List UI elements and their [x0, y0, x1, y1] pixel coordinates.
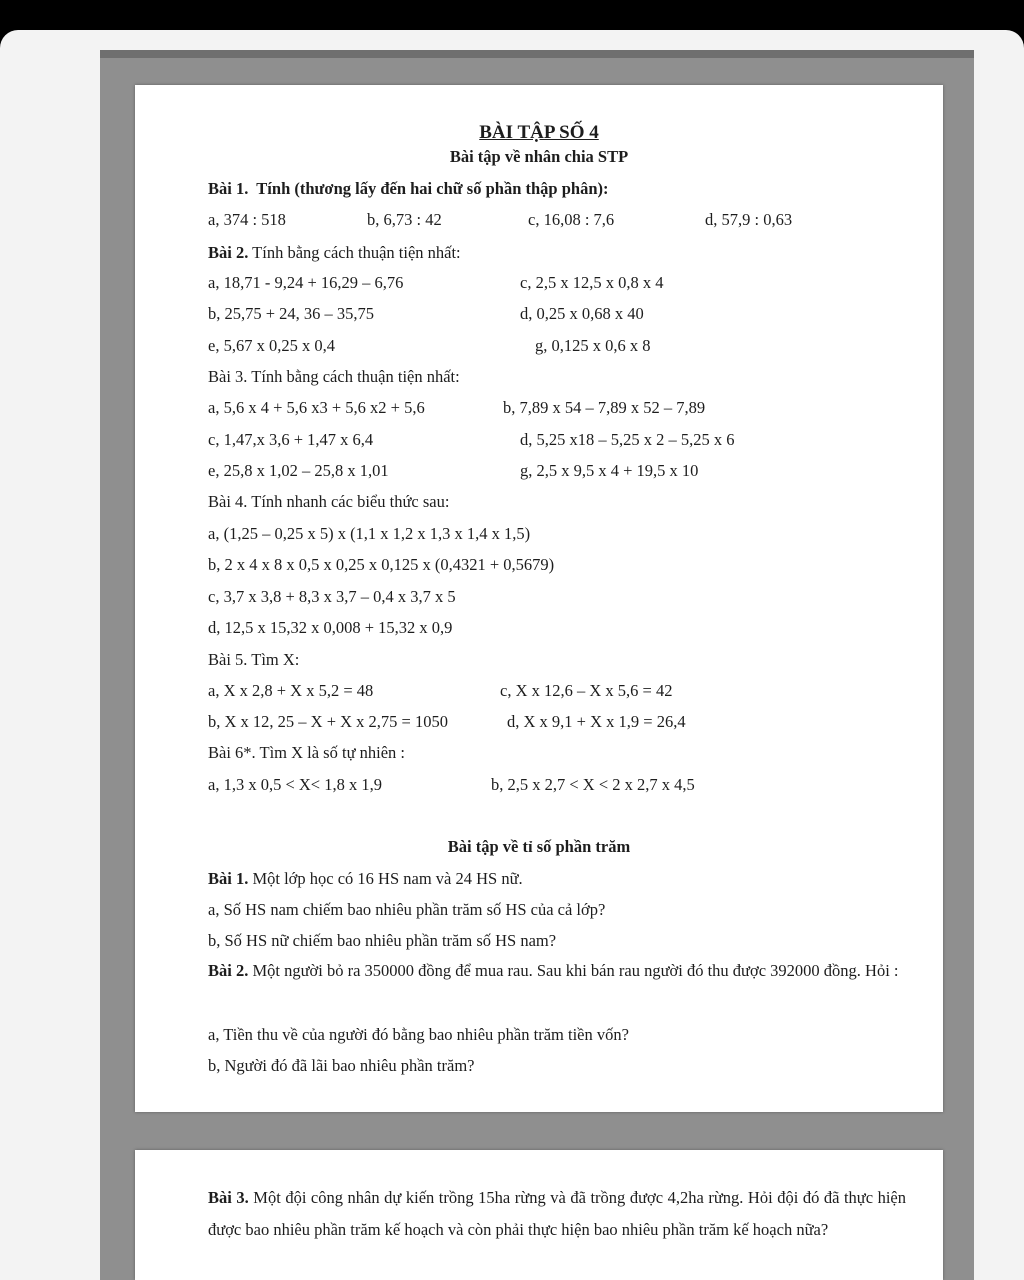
- page-title: BÀI TẬP SỐ 4: [479, 122, 599, 143]
- p1-item-b: b, Số HS nữ chiếm bao nhiêu phần trăm số HS nam?: [208, 931, 557, 950]
- p3-label: Bài 3.: [208, 1188, 249, 1207]
- p2-item-a: a, Tiền thu về của người đó bằng bao nhiêu phần trăm tiền vốn?: [208, 1025, 629, 1044]
- bai3-item-d: d, 5,25 x18 – 5,25 x 2 – 5,25 x 6: [520, 430, 735, 449]
- section2-title: Bài tập về tỉ số phần trăm: [447, 837, 631, 856]
- bai2-item-a: a, 18,71 - 9,24 + 16,29 – 6,76: [208, 273, 404, 292]
- document-page-1: [135, 85, 943, 1112]
- bai2-item-c: c, 2,5 x 12,5 x 0,8 x 4: [520, 273, 664, 292]
- p2-label: Bài 2.: [208, 961, 249, 980]
- p2-text: Một người bỏ ra 350000 đồng để mua rau. Sau khi bán rau người đó thu được 392000 đồng. Hỏi :: [248, 961, 899, 980]
- bai4-item-a: a, (1,25 – 0,25 x 5) x (1,1 x 1,2 x 1,3 x 1,4 x 1,5): [208, 524, 531, 543]
- p3-paragraph: [208, 1182, 906, 1246]
- bai6-item-a: a, 1,3 x 0,5 < X< 1,8 x 1,9: [208, 775, 382, 794]
- bai2-item-e: e, 5,67 x 0,25 x 0,4: [208, 336, 335, 355]
- bai5-item-d: d, X x 9,1 + X x 1,9 = 26,4: [507, 712, 686, 731]
- p2-item-b: b, Người đó đã lãi bao nhiêu phần trăm?: [208, 1056, 475, 1075]
- bai3-item-c: c, 1,47,x 3,6 + 1,47 x 6,4: [208, 430, 374, 449]
- page-subtitle: Bài tập về nhân chia STP: [449, 147, 629, 166]
- bai2-item-d: d, 0,25 x 0,68 x 40: [520, 304, 644, 323]
- bai4-item-c: c, 3,7 x 3,8 + 8,3 x 3,7 – 0,4 x 3,7 x 5: [208, 587, 456, 606]
- bai6-heading: Bài 6*. Tìm X là số tự nhiên :: [208, 743, 406, 762]
- viewer-top-edge: [100, 50, 974, 58]
- p2-paragraph: [208, 955, 908, 987]
- p3-text: Một đội công nhân dự kiến trồng 15ha rừng và đã trồng được 4,2ha rừng. Hỏi đội đó đã thực hiện được bao nhiêu phần trăm kế hoạch và còn phải thực hiện bao nhiêu phần trăm kế hoạch nữa?: [208, 1188, 906, 1239]
- bai2-item-b: b, 25,75 + 24, 36 – 35,75: [208, 304, 375, 323]
- bai3-item-g: g, 2,5 x 9,5 x 4 + 19,5 x 10: [520, 461, 699, 480]
- bai3-item-e: e, 25,8 x 1,02 – 25,8 x 1,01: [208, 461, 389, 480]
- bai3-item-a: a, 5,6 x 4 + 5,6 x3 + 5,6 x2 + 5,6: [208, 398, 425, 417]
- bai5-item-a: a, X x 2,8 + X x 5,2 = 48: [208, 681, 374, 700]
- bai5-heading: Bài 5. Tìm X:: [208, 650, 300, 669]
- bai1-heading: [208, 179, 609, 199]
- p1-item-a: a, Số HS nam chiếm bao nhiêu phần trăm số HS của cả lớp?: [208, 900, 606, 919]
- bai3-item-b: b, 7,89 x 54 – 7,89 x 52 – 7,89: [503, 398, 706, 417]
- bai4-item-d: d, 12,5 x 15,32 x 0,008 + 15,32 x 0,9: [208, 618, 453, 637]
- p1-heading: [208, 869, 523, 889]
- bai2-heading: [208, 243, 461, 263]
- bai5-item-c: c, X x 12,6 – X x 5,6 = 42: [500, 681, 673, 700]
- bai4-item-b: b, 2 x 4 x 8 x 0,5 x 0,25 x 0,125 x (0,4321 + 0,5679): [208, 555, 555, 574]
- document-page-2: [135, 1150, 943, 1280]
- bai1-item-b: b, 6,73 : 42: [367, 210, 442, 229]
- bai5-item-b: b, X x 12, 25 – X + X x 2,75 = 1050: [208, 712, 448, 731]
- bai3-heading: Bài 3. Tính bằng cách thuận tiện nhất:: [208, 367, 460, 386]
- bai2-heading-text: Tính bằng cách thuận tiện nhất:: [252, 243, 461, 262]
- bai1-item-c: c, 16,08 : 7,6: [528, 210, 615, 229]
- p1-text: Một lớp học có 16 HS nam và 24 HS nữ.: [248, 869, 523, 888]
- bai4-heading: Bài 4. Tính nhanh các biểu thức sau:: [208, 492, 450, 511]
- bai2-item-g: g, 0,125 x 0,6 x 8: [535, 336, 651, 355]
- bai1-item-a: a, 374 : 518: [208, 210, 286, 229]
- bai2-label: Bài 2.: [208, 243, 249, 262]
- p1-label: Bài 1.: [208, 869, 249, 888]
- bai1-label: Bài 1.: [208, 179, 249, 198]
- bai1-item-d: d, 57,9 : 0,63: [705, 210, 793, 229]
- bai6-item-b: b, 2,5 x 2,7 < X < 2 x 2,7 x 4,5: [491, 775, 695, 794]
- bai1-heading-text: Tính (thương lấy đến hai chữ số phần thập phân):: [256, 179, 609, 198]
